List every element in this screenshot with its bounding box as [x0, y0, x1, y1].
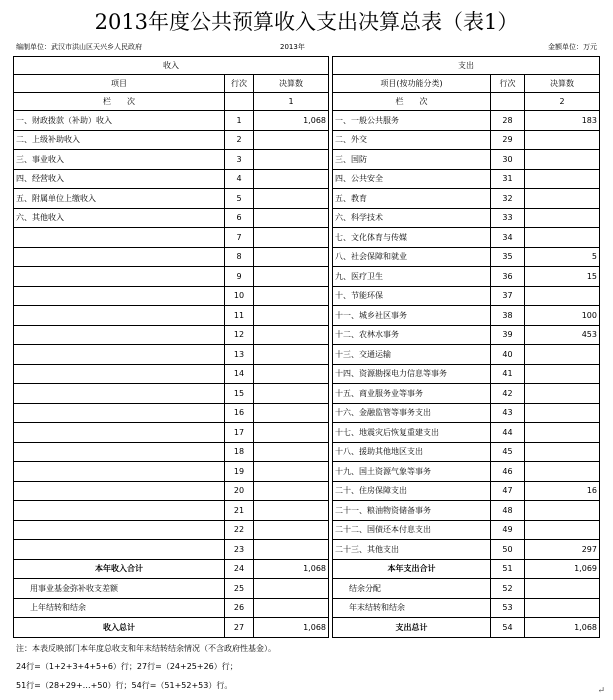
year-expense-total-amount: 1,069: [525, 559, 600, 579]
income-amount: [254, 325, 329, 345]
income-item: [14, 462, 225, 482]
expense-item: 十四、资源勘探电力信息等事务: [333, 364, 491, 384]
table-row: [14, 228, 600, 248]
income-amount: [254, 403, 329, 423]
expense-item: 二十二、国债还本付息支出: [333, 520, 491, 540]
expense-item: 十五、商业服务业等事务: [333, 384, 491, 404]
income-row-no: 23: [225, 540, 254, 560]
expense-row-no: 29: [491, 130, 525, 150]
expense-amount: [525, 169, 600, 189]
column-label: 栏 次: [14, 93, 225, 111]
income-item: [14, 364, 225, 384]
expense-item: 六、科学技术: [333, 208, 491, 228]
expense-item: 九、医疗卫生: [333, 267, 491, 287]
expense-amount: 453: [525, 325, 600, 345]
expense-item: 五、教育: [333, 189, 491, 209]
income-item: 六、其他收入: [14, 208, 225, 228]
expense-item-header: 项目(按功能分类): [333, 75, 491, 93]
expense-amount: [525, 423, 600, 443]
expense-amount: 15: [525, 267, 600, 287]
table-row: [14, 345, 600, 365]
expense-item: 一、一般公共服务: [333, 111, 491, 131]
income-amount: [254, 169, 329, 189]
expense-row-no: 32: [491, 189, 525, 209]
expense-amount: [525, 150, 600, 170]
expense-row-no: 37: [491, 286, 525, 306]
expense-row-no: 45: [491, 442, 525, 462]
expense-row-no: 38: [491, 306, 525, 326]
table-row: [14, 169, 600, 189]
expense-row-no-header: 行次: [491, 75, 525, 93]
income-amount: [254, 208, 329, 228]
table-row: [14, 520, 600, 540]
income-amount: 1,068: [254, 111, 329, 131]
table-row: [14, 384, 600, 404]
income-item: [14, 228, 225, 248]
column-2-label: 2: [525, 93, 600, 111]
fund-balance-label: 用事业基金弥补收支差额: [14, 579, 225, 599]
year-income-total-label: 本年收入合计: [14, 559, 225, 579]
income-row-no-header: 行次: [225, 75, 254, 93]
note-line-1: 注：本表反映部门本年度总收支和年末结转结余情况（不含政府性基金）。: [16, 644, 276, 653]
income-row-no: 20: [225, 481, 254, 501]
income-amount: [254, 306, 329, 326]
expense-item: 八、社会保障和就业: [333, 247, 491, 267]
table-row: [14, 364, 600, 384]
income-row-no: 19: [225, 462, 254, 482]
expense-amount: [525, 384, 600, 404]
income-amount: [254, 364, 329, 384]
income-amount: [254, 501, 329, 521]
expense-amount: [525, 208, 600, 228]
expense-item: 二、外交: [333, 130, 491, 150]
income-item: [14, 501, 225, 521]
table-row: [14, 501, 600, 521]
expense-item: 二十一、粮油物资储备事务: [333, 501, 491, 521]
row-no: 51: [491, 559, 525, 579]
income-grand-total-label: 收入总计: [14, 618, 225, 638]
expense-row-no: 46: [491, 462, 525, 482]
column-label-2: 栏 次: [333, 93, 491, 111]
expense-row-no: 42: [491, 384, 525, 404]
income-item: [14, 403, 225, 423]
income-amount: [254, 462, 329, 482]
income-row-no: 6: [225, 208, 254, 228]
row-no: 52: [491, 579, 525, 599]
income-amount: [254, 267, 329, 287]
expense-item: 二十、住房保障支出: [333, 481, 491, 501]
income-item: 二、上级补助收入: [14, 130, 225, 150]
income-row-no: 22: [225, 520, 254, 540]
income-item-header: 项目: [14, 75, 225, 93]
expense-item: 十、节能环保: [333, 286, 491, 306]
expense-row-no: 34: [491, 228, 525, 248]
income-row-no: 14: [225, 364, 254, 384]
report-year: 2013年: [280, 43, 305, 51]
income-row-no: 8: [225, 247, 254, 267]
income-item: [14, 286, 225, 306]
expense-amount: [525, 189, 600, 209]
expense-item: 十二、农林水事务: [333, 325, 491, 345]
table-row: [14, 442, 600, 462]
income-amount: [254, 189, 329, 209]
income-item: [14, 520, 225, 540]
money-unit: 金额单位：万元: [548, 43, 597, 51]
income-amount: [254, 442, 329, 462]
note-line-2: 24行=（1+2+3+4+5+6）行；27行=（24+25+26）行；: [16, 662, 238, 671]
income-row-no: 12: [225, 325, 254, 345]
income-item: [14, 306, 225, 326]
expense-grand-total-amount: 1,068: [525, 618, 600, 638]
row-no: 26: [225, 598, 254, 618]
expense-item: 三、国防: [333, 150, 491, 170]
income-item: [14, 540, 225, 560]
row-no: 54: [491, 618, 525, 638]
income-item: [14, 247, 225, 267]
expense-row-no: 48: [491, 501, 525, 521]
paragraph-return-icon: ↵: [597, 686, 605, 696]
income-item: 一、财政拨款（补助）收入: [14, 111, 225, 131]
expense-amount-header: 决算数: [525, 75, 600, 93]
carry-in-label: 上年结转和结余: [14, 598, 225, 618]
expense-amount: 183: [525, 111, 600, 131]
expense-item: 十六、金融监管等事务支出: [333, 403, 491, 423]
expense-item: 十三、交通运输: [333, 345, 491, 365]
expense-item: 十八、援助其他地区支出: [333, 442, 491, 462]
expense-item: 二十三、其他支出: [333, 540, 491, 560]
table-row: [14, 462, 600, 482]
income-item: [14, 325, 225, 345]
table-row: [14, 208, 600, 228]
prepared-by: 编制单位：武汉市洪山区天兴乡人民政府: [16, 43, 142, 51]
table-row: [14, 481, 600, 501]
income-amount: [254, 481, 329, 501]
expense-row-no: 36: [491, 267, 525, 287]
table-row: [14, 540, 600, 560]
income-amount: [254, 423, 329, 443]
expense-row-no: 35: [491, 247, 525, 267]
income-row-no: 16: [225, 403, 254, 423]
expense-row-no: 49: [491, 520, 525, 540]
income-row-no: 9: [225, 267, 254, 287]
table-row: [14, 423, 600, 443]
expense-row-no: 43: [491, 403, 525, 423]
income-row-no: 10: [225, 286, 254, 306]
income-amount: [254, 247, 329, 267]
report-title: 2013年度公共预算收入支出决算总表（表1）: [94, 10, 519, 34]
income-row-no: 21: [225, 501, 254, 521]
income-grand-total-amount: 1,068: [254, 618, 329, 638]
row-no: 24: [225, 559, 254, 579]
table-row: [14, 150, 600, 170]
income-row-no: 2: [225, 130, 254, 150]
income-row-no: 11: [225, 306, 254, 326]
income-row-no: 17: [225, 423, 254, 443]
table-row: [14, 267, 600, 287]
expense-amount: [525, 286, 600, 306]
table-row: [14, 325, 600, 345]
expense-item: 四、公共安全: [333, 169, 491, 189]
expense-row-no: 50: [491, 540, 525, 560]
expense-row-no: 40: [491, 345, 525, 365]
expense-row-no: 33: [491, 208, 525, 228]
expense-amount: 100: [525, 306, 600, 326]
income-amount: [254, 384, 329, 404]
income-amount: [254, 130, 329, 150]
expense-row-no: 28: [491, 111, 525, 131]
year-expense-total-label: 本年支出合计: [333, 559, 491, 579]
row-no: 53: [491, 598, 525, 618]
income-row-no: 1: [225, 111, 254, 131]
income-amount: [254, 228, 329, 248]
expense-amount: [525, 130, 600, 150]
table-row: [14, 130, 600, 150]
expense-amount: [525, 345, 600, 365]
expense-amount: 16: [525, 481, 600, 501]
carry-out-label: 年末结转和结余: [333, 598, 491, 618]
income-item: 三、事业收入: [14, 150, 225, 170]
table-row: [14, 306, 600, 326]
table-row: [14, 403, 600, 423]
budget-table: [13, 56, 600, 638]
income-amount: [254, 150, 329, 170]
table-row: [14, 286, 600, 306]
expense-grand-total-label: 支出总计: [333, 618, 491, 638]
row-no: 25: [225, 579, 254, 599]
column-1-label: 1: [254, 93, 329, 111]
row-no: 27: [225, 618, 254, 638]
table-row: [14, 247, 600, 267]
income-row-no: 15: [225, 384, 254, 404]
income-amount-header: 决算数: [254, 75, 329, 93]
income-item: [14, 442, 225, 462]
expense-amount: [525, 364, 600, 384]
income-row-no: 4: [225, 169, 254, 189]
table-row: [14, 111, 600, 131]
expense-row-no: 39: [491, 325, 525, 345]
income-row-no: 13: [225, 345, 254, 365]
income-amount: [254, 345, 329, 365]
expense-row-no: 30: [491, 150, 525, 170]
income-item: 五、附属单位上缴收入: [14, 189, 225, 209]
expense-row-no: 31: [491, 169, 525, 189]
table-row: [14, 189, 600, 209]
expense-amount: 297: [525, 540, 600, 560]
expense-amount: [525, 228, 600, 248]
income-amount: [254, 520, 329, 540]
income-item: [14, 384, 225, 404]
expense-item: 十一、城乡社区事务: [333, 306, 491, 326]
expense-amount: [525, 403, 600, 423]
expense-row-no: 41: [491, 364, 525, 384]
income-row-no: 3: [225, 150, 254, 170]
expense-amount: 5: [525, 247, 600, 267]
income-item: [14, 481, 225, 501]
income-item: 四、经营收入: [14, 169, 225, 189]
expense-amount: [525, 462, 600, 482]
expense-row-no: 44: [491, 423, 525, 443]
expense-section-header: 支出: [333, 57, 600, 75]
expense-item: 七、文化体育与传媒: [333, 228, 491, 248]
income-amount: [254, 286, 329, 306]
expense-item: 十九、国土资源气象等事务: [333, 462, 491, 482]
income-row-no: 18: [225, 442, 254, 462]
expense-amount: [525, 520, 600, 540]
expense-item: 十七、地震灾后恢复重建支出: [333, 423, 491, 443]
income-item: [14, 345, 225, 365]
surplus-label: 结余分配: [333, 579, 491, 599]
income-amount: [254, 540, 329, 560]
expense-row-no: 47: [491, 481, 525, 501]
note-line-3: 51行=（28+29+…+50）行；54行=（51+52+53）行。: [16, 681, 233, 690]
year-income-total-amount: 1,068: [254, 559, 329, 579]
expense-amount: [525, 501, 600, 521]
income-item: [14, 267, 225, 287]
income-row-no: 7: [225, 228, 254, 248]
income-item: [14, 423, 225, 443]
expense-amount: [525, 442, 600, 462]
income-section-header: 收入: [14, 57, 329, 75]
income-row-no: 5: [225, 189, 254, 209]
